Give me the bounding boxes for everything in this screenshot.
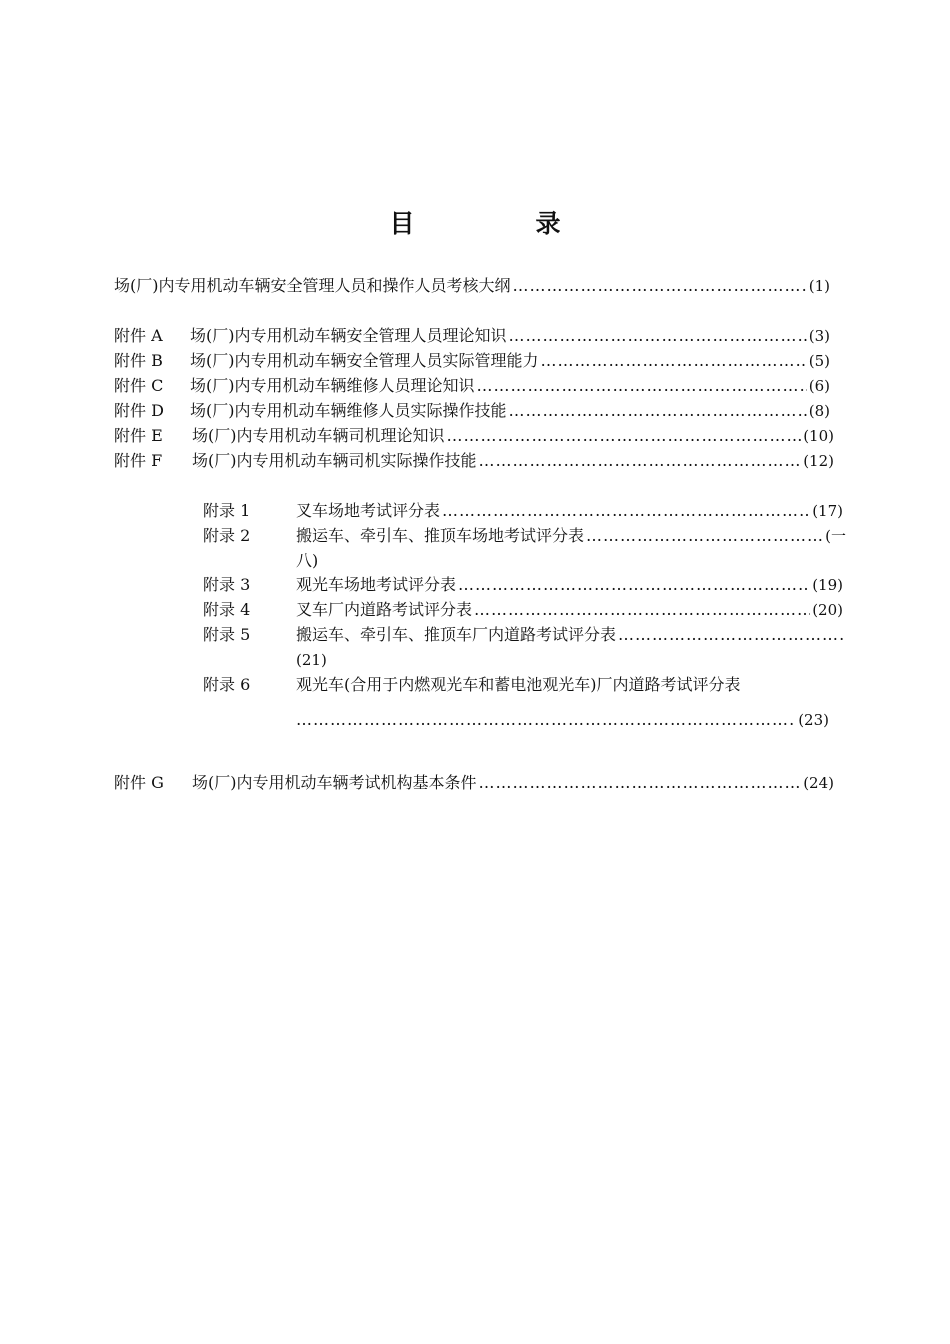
toc-entry-text: 搬运车、牵引车、推顶车场地考试评分表 bbox=[296, 526, 585, 545]
toc-entry-outline bbox=[114, 274, 830, 298]
toc-page-number: (8) bbox=[808, 402, 830, 420]
toc-page-number: (12) bbox=[803, 452, 834, 470]
toc-page-number: (17) bbox=[812, 502, 843, 520]
toc-entry-annex-g bbox=[114, 771, 834, 795]
toc-page-number: (20) bbox=[812, 601, 843, 619]
toc-entry-label: 附件 E bbox=[114, 426, 163, 445]
leader-dots bbox=[447, 424, 802, 448]
toc-page-number: (6) bbox=[808, 377, 830, 395]
toc-entry-appendix-6 bbox=[203, 673, 848, 697]
toc-entry-text: 叉车场地考试评分表 bbox=[296, 501, 441, 520]
toc-page-number-continued: (21) bbox=[296, 651, 327, 669]
toc-entry-label: 附件 G bbox=[114, 773, 164, 792]
toc-entry-label: 附录 6 bbox=[203, 675, 251, 694]
leader-dots bbox=[513, 274, 807, 298]
toc-entry-annex-c bbox=[114, 374, 830, 398]
toc-entry-label: 附录 1 bbox=[203, 501, 251, 520]
leader-dots bbox=[479, 771, 802, 795]
toc-entry-text: 场(厂)内专用机动车辆安全管理人员和操作人员考核大纲 bbox=[114, 276, 511, 295]
toc-entry-text: 场(厂)内专用机动车辆安全管理人员理论知识 bbox=[190, 326, 507, 345]
toc-entry-text: 搬运车、牵引车、推顶车厂内道路考试评分表 bbox=[296, 625, 617, 644]
toc-entry-text: 观光车场地考试评分表 bbox=[296, 575, 457, 594]
toc-entry-label: 附件 D bbox=[114, 401, 164, 420]
leader-dots bbox=[458, 573, 810, 597]
toc-entry-label: 附录 3 bbox=[203, 575, 251, 594]
leader-dots bbox=[509, 324, 807, 348]
leader-dots bbox=[541, 349, 807, 373]
leader-dots bbox=[296, 708, 796, 732]
toc-entry-annex-f bbox=[114, 449, 834, 473]
leader-dots bbox=[509, 399, 807, 423]
toc-page-number: (3) bbox=[808, 327, 830, 345]
toc-page-number-continued: 八) bbox=[296, 551, 319, 570]
toc-entry-text: 场(厂)内专用机动车辆维修人员理论知识 bbox=[190, 376, 475, 395]
toc-entry-annex-d bbox=[114, 399, 830, 423]
toc-entry-appendix-5 bbox=[203, 623, 846, 647]
toc-entry-text: 场(厂)内专用机动车辆司机理论知识 bbox=[192, 426, 445, 445]
toc-entry-label: 附录 5 bbox=[203, 625, 251, 644]
toc-entry-appendix-1 bbox=[203, 499, 843, 523]
toc-entry-label: 附件 F bbox=[114, 451, 163, 470]
leader-dots bbox=[586, 524, 823, 548]
toc-title: 目 录 bbox=[389, 209, 609, 238]
toc-entry-label: 附件 A bbox=[114, 326, 163, 345]
toc-entry-text: 场(厂)内专用机动车辆安全管理人员实际管理能力 bbox=[190, 351, 539, 370]
toc-page-number: (19) bbox=[812, 576, 843, 594]
leader-dots bbox=[442, 499, 810, 523]
toc-entry-text: 场(厂)内专用机动车辆考试机构基本条件 bbox=[192, 773, 477, 792]
toc-entry-text: 叉车厂内道路考试评分表 bbox=[296, 600, 473, 619]
leader-dots bbox=[618, 623, 844, 647]
toc-page-number: (24) bbox=[803, 774, 834, 792]
toc-entry-appendix-6-leader bbox=[296, 708, 829, 732]
toc-page-number: (23) bbox=[798, 711, 829, 729]
toc-entry-appendix-4 bbox=[203, 598, 843, 622]
toc-entry-annex-e bbox=[114, 424, 834, 448]
toc-entry-label: 附件 C bbox=[114, 376, 164, 395]
toc-entry-text: 场(厂)内专用机动车辆司机实际操作技能 bbox=[192, 451, 477, 470]
toc-entry-label: 附件 B bbox=[114, 351, 163, 370]
leader-dots bbox=[479, 449, 802, 473]
toc-page-number: (5) bbox=[808, 352, 830, 370]
toc-entry-annex-a bbox=[114, 324, 830, 348]
toc-entry-appendix-3 bbox=[203, 573, 843, 597]
leader-dots bbox=[477, 374, 807, 398]
toc-page-number: (1) bbox=[808, 277, 830, 295]
toc-page-number: (一 bbox=[825, 527, 846, 545]
toc-entry-text: 观光车(合用于内燃观光车和蓄电池观光车)厂内道路考试评分表 bbox=[296, 675, 741, 694]
toc-entry-text: 场(厂)内专用机动车辆维修人员实际操作技能 bbox=[190, 401, 507, 420]
toc-entry-label: 附录 2 bbox=[203, 526, 251, 545]
toc-entry-label: 附录 4 bbox=[203, 600, 251, 619]
toc-entry-annex-b bbox=[114, 349, 830, 373]
toc-entry-appendix-2 bbox=[203, 524, 846, 548]
toc-page-number: (10) bbox=[803, 427, 834, 445]
leader-dots bbox=[474, 598, 810, 622]
